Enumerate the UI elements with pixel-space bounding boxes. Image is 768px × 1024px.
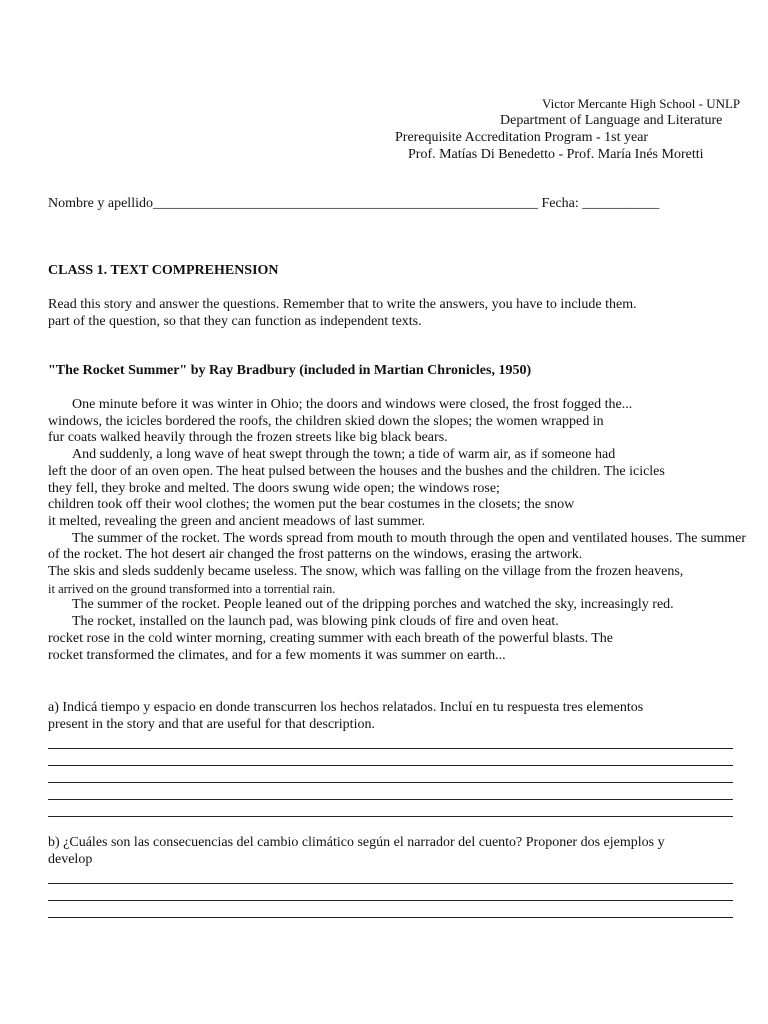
question-b (48, 834, 738, 868)
school-name: Victor Mercante High School - UNLP (542, 96, 741, 111)
story-line: windows, the icicles bordered the roofs, the children skied down the slopes; the women wrapped in (48, 413, 604, 429)
story-line: rocket rose in the cold winter morning, creating summer with each breath of the powerful blasts. The (48, 630, 614, 646)
answer-line[interactable] (48, 732, 733, 749)
story-line: left the door of an oven open. The heat pulsed between the houses and the bushes and the children. The icicles (48, 463, 665, 479)
instructions (48, 296, 738, 330)
department-name: Department of Language and Literature (500, 113, 723, 128)
story-line: The summer of the rocket. People leaned out of the dripping porches and watched the sky, increasingly red. (72, 597, 674, 613)
story-line: The skis and sleds suddenly became useless. The snow, which was falling on the village from the frozen heavens, (48, 564, 684, 580)
story-line: of the rocket. The hot desert air changed the frost patterns on the windows, erasing the artwork. (48, 547, 583, 563)
name-date-field[interactable]: Nombre y apellido_______________________________________________________ Fecha: ___________ (48, 196, 660, 211)
story-title: "The Rocket Summer" by Ray Bradbury (included in Martian Chronicles, 1950) (48, 363, 532, 378)
program-name: Prerequisite Accreditation Program - 1st year (395, 130, 649, 145)
question-line: a) Indicá tiempo y espacio en donde transcurren los hechos relatados. Incluí en tu respuesta tres elementos (48, 700, 644, 715)
story-line: One minute before it was winter in Ohio; the doors and windows were closed, the frost fogged the... (72, 397, 633, 412)
section-title: CLASS 1. TEXT COMPREHENSION (48, 263, 279, 278)
story-line: The summer of the rocket. The words spread from mouth to mouth through the open and ventilated houses. The summer (72, 530, 747, 546)
story-line: And suddenly, a long wave of heat swept through the town; a tide of warm air, as if someone had (72, 447, 616, 463)
answer-line[interactable] (48, 901, 733, 918)
answer-line[interactable] (48, 783, 733, 800)
story-line: it arrived on the ground transformed into a torrential rain. (48, 581, 336, 596)
answer-line[interactable] (48, 884, 733, 901)
instruction-line: Read this story and answer the questions. Remember that to write the answers, you have to include them. (48, 297, 637, 312)
answer-line[interactable] (48, 867, 733, 884)
question-a (48, 699, 738, 733)
question-line: develop (48, 852, 93, 867)
answer-area-b[interactable] (48, 867, 733, 918)
question-line: present in the story and that are useful for that description. (48, 717, 375, 732)
story-line: rocket transformed the climates, and for a few moments it was summer on earth... (48, 647, 506, 663)
story-line: it melted, revealing the green and ancient meadows of last summer. (48, 513, 426, 529)
instruction-line: part of the question, so that they can function as independent texts. (48, 314, 422, 329)
answer-line[interactable] (48, 766, 733, 783)
answer-area-a[interactable] (48, 732, 733, 817)
answer-line[interactable] (48, 800, 733, 817)
story-line: The rocket, installed on the launch pad, was blowing pink clouds of fire and oven heat. (72, 614, 559, 630)
story-text (48, 397, 768, 664)
story-line: fur coats walked heavily through the frozen streets like big black bears. (48, 430, 448, 446)
question-line: b) ¿Cuáles son las consecuencias del cambio climático según el narrador del cuento? Proponer dos ejemplos y (48, 835, 665, 850)
story-line: they fell, they broke and melted. The doors swung wide open; the windows rose; (48, 480, 500, 496)
answer-line[interactable] (48, 749, 733, 766)
story-line: children took off their wool clothes; the women put the bear costumes in the closets; the snow (48, 497, 575, 513)
professors: Prof. Matías Di Benedetto - Prof. María Inés Moretti (408, 147, 704, 162)
